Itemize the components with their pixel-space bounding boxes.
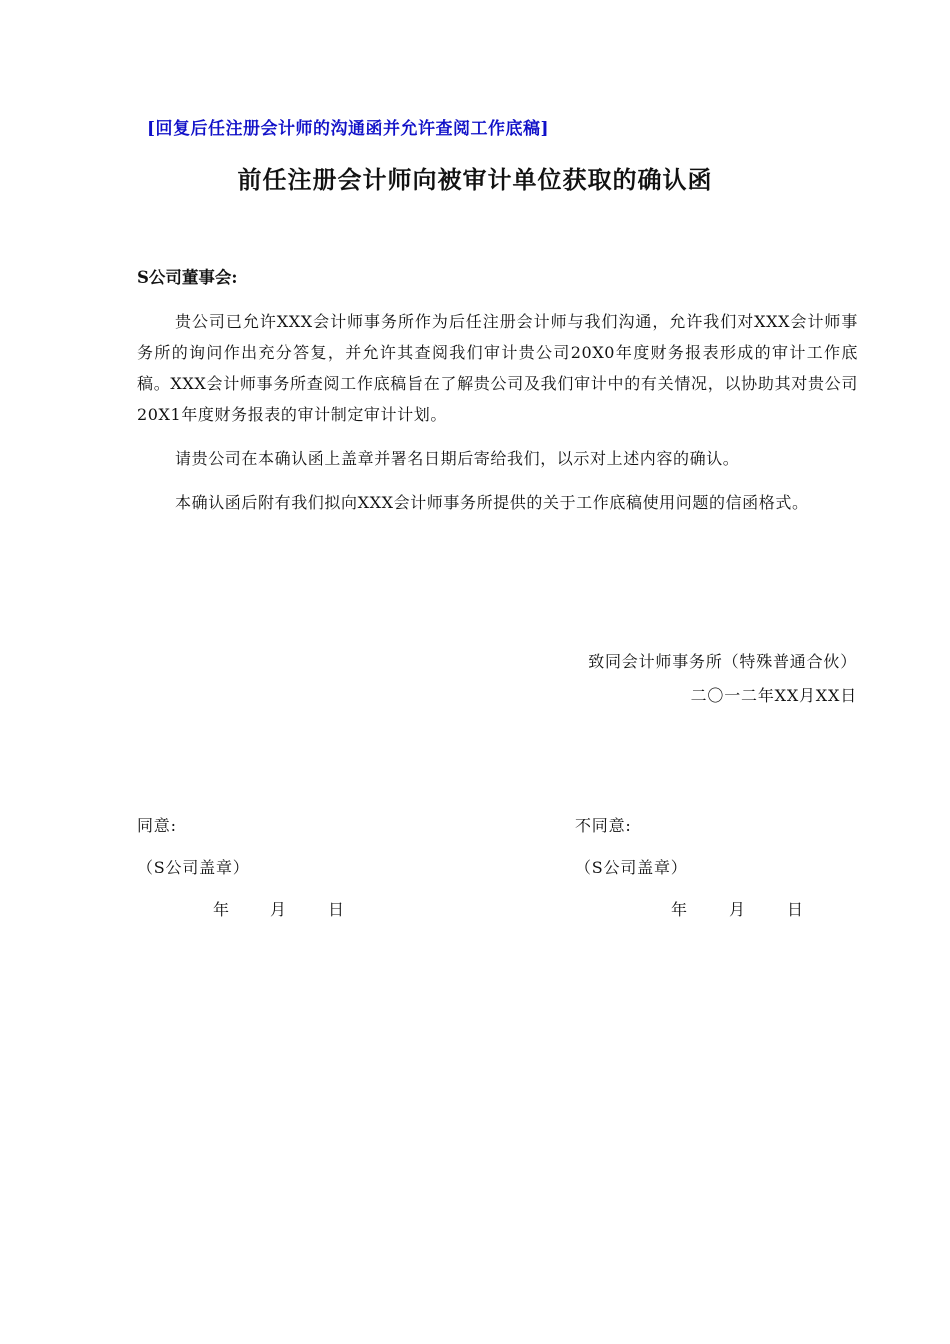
salutation: S公司董事会: — [137, 268, 238, 287]
agree-stamp: （S公司盖章） — [137, 858, 250, 877]
disagree-section — [575, 805, 804, 931]
body-paragraph-3: 本确认函后附有我们拟向XXX会计师事务所提供的关于工作底稿使用问题的信函格式。 — [175, 493, 809, 512]
signer-block — [588, 645, 857, 713]
signer-firm: 致同会计师事务所（特殊普通合伙） — [588, 652, 857, 671]
disagree-stamp: （S公司盖章） — [575, 858, 688, 877]
agree-day: 日 — [328, 900, 345, 919]
document-header-tag: [回复后任注册会计师的沟通函并允许查阅工作底稿] — [147, 119, 550, 139]
signer-date: 二〇一二年XX月XX日 — [690, 686, 857, 705]
disagree-label: 不同意: — [575, 816, 632, 835]
agree-section — [137, 805, 345, 931]
agree-month: 月 — [270, 900, 287, 919]
disagree-date-line — [575, 889, 804, 931]
agree-date-line — [137, 889, 345, 931]
disagree-year: 年 — [671, 900, 688, 919]
letter-body — [137, 306, 858, 531]
body-paragraph-1: 贵公司已允许XXX会计师事务所作为后任注册会计师与我们沟通，允许我们对XXX会计师事务所的询问作出充分答复，并允许其查阅我们审计贵公司20X0年度财务报表形成的审计工作底稿。XXX会计师事务所查阅工作底稿旨在了解贵公司及我们审计中的有关情况，以协助其对贵公司20X1年度财务报表的审计制定审计计划。 — [137, 312, 858, 424]
disagree-day: 日 — [787, 900, 804, 919]
body-paragraph-2: 请贵公司在本确认函上盖章并署名日期后寄给我们，以示对上述内容的确认。 — [175, 449, 740, 468]
disagree-month: 月 — [729, 900, 746, 919]
document-title: 前任注册会计师向被审计单位获取的确认函 — [237, 165, 713, 194]
agree-label: 同意: — [137, 816, 177, 835]
agree-year: 年 — [213, 900, 230, 919]
